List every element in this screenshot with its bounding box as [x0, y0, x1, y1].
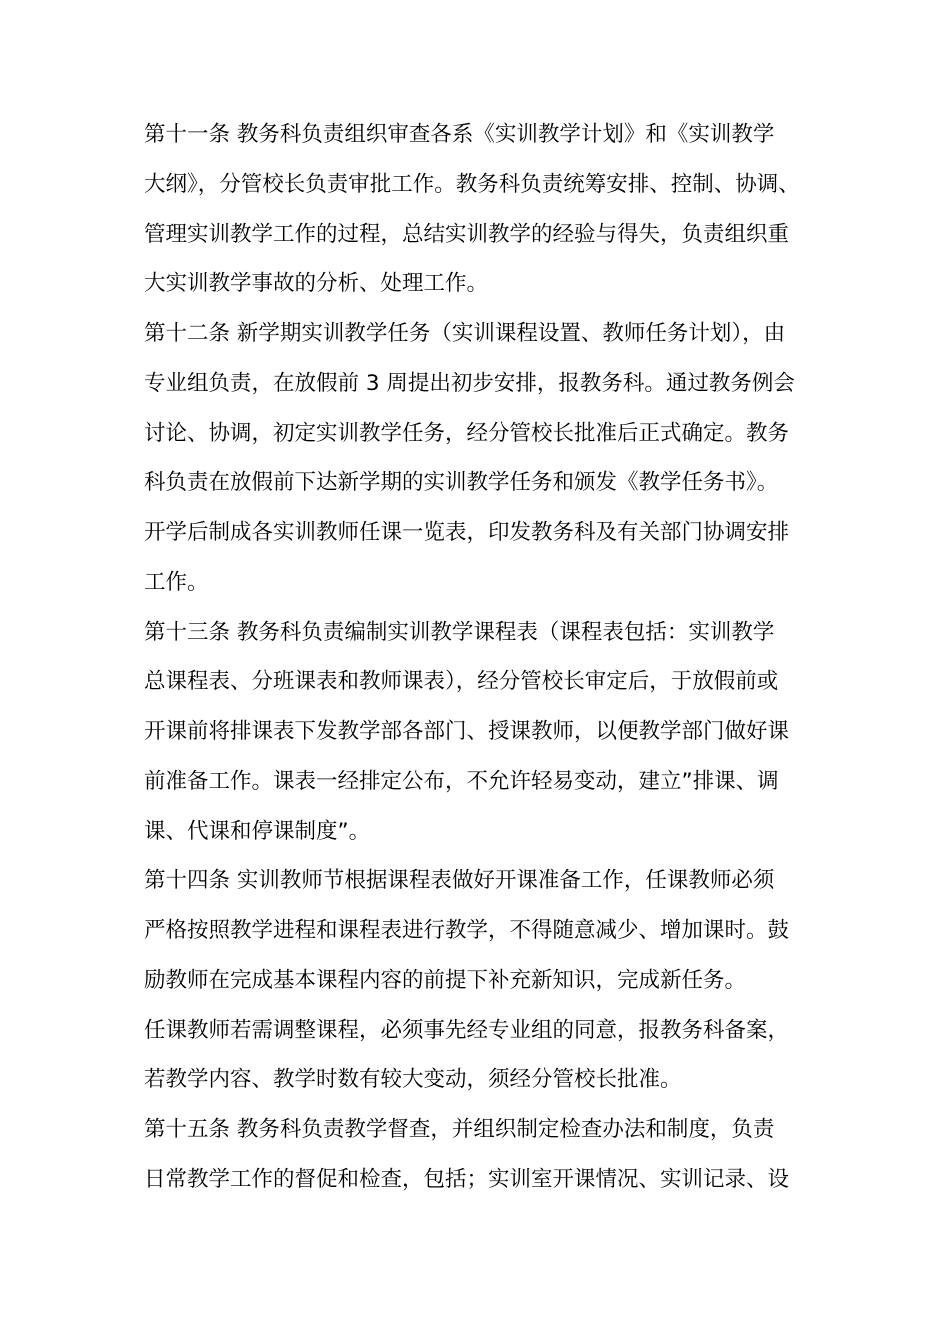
text-line: 第十五条 教务科负责教学督查，并组织制定检查办法和制度，负责	[144, 1117, 775, 1142]
text-line: 任课教师若需调整课程，必须事先经专业组的同意，报教务科备案，	[144, 1017, 790, 1043]
text-line: 励教师在完成基本课程内容的前提下补充新知识，完成新任务。	[144, 967, 747, 993]
text-line: 大纲》，分管校长负责审批工作。教务科负责统筹安排、控制、协调、	[144, 171, 800, 197]
text-line: 第十一条 教务科负责组织审查各系《实训教学计划》和《实训教学	[144, 122, 775, 147]
text-line: 专业组负责，在放假前 3 周提出初步安排，报教务科。通过教务例会	[144, 370, 795, 396]
text-line: 前准备工作。课表一经排定公布，不允许轻易变动，建立”排课、调	[144, 768, 779, 794]
text-line: 第十四条 实训教师节根据课程表做好开课准备工作，任课教师必须	[144, 868, 775, 894]
text-line: 若教学内容、教学时数有较大变动，须经分管校长批准。	[144, 1067, 682, 1093]
text-line: 总课程表、分班课表和教师课表），经分管校长审定后，于放假前或	[144, 669, 779, 695]
text-line: 开学后制成各实训教师任课一览表，印发教务科及有关部门协调安排	[144, 520, 790, 545]
text-line: 讨论、协调，初定实训教学任务，经分管校长批准后正式确定。教务	[144, 420, 790, 446]
text-line: 开课前将排课表下发教学部各部门、授课教师，以便教学部门做好课	[144, 719, 790, 744]
text-line: 工作。	[144, 569, 209, 595]
document-body	[144, 110, 810, 1205]
text-line: 严格按照教学进程和课程表进行教学，不得随意减少、增加课时。鼓	[144, 918, 790, 943]
text-line: 课、代课和停课制度”。	[144, 818, 371, 844]
text-line: 日常教学工作的督促和检查，包括；实训室开课情况、实训记录、设	[144, 1166, 790, 1192]
text-line: 管理实训教学工作的过程，总结实训教学的经验与得失，负责组织重	[144, 221, 790, 247]
text-line: 第十三条 教务科负责编制实训教学课程表（课程表包括：实训教学	[144, 619, 775, 645]
text-line: 第十二条 新学期实训教学任务（实训课程设置、教师任务计划），由	[144, 321, 786, 346]
text-line: 科负责在放假前下达新学期的实训教学任务和颁发《教学任务书》。	[144, 470, 779, 496]
text-line: 大实训教学事故的分析、处理工作。	[144, 271, 489, 297]
